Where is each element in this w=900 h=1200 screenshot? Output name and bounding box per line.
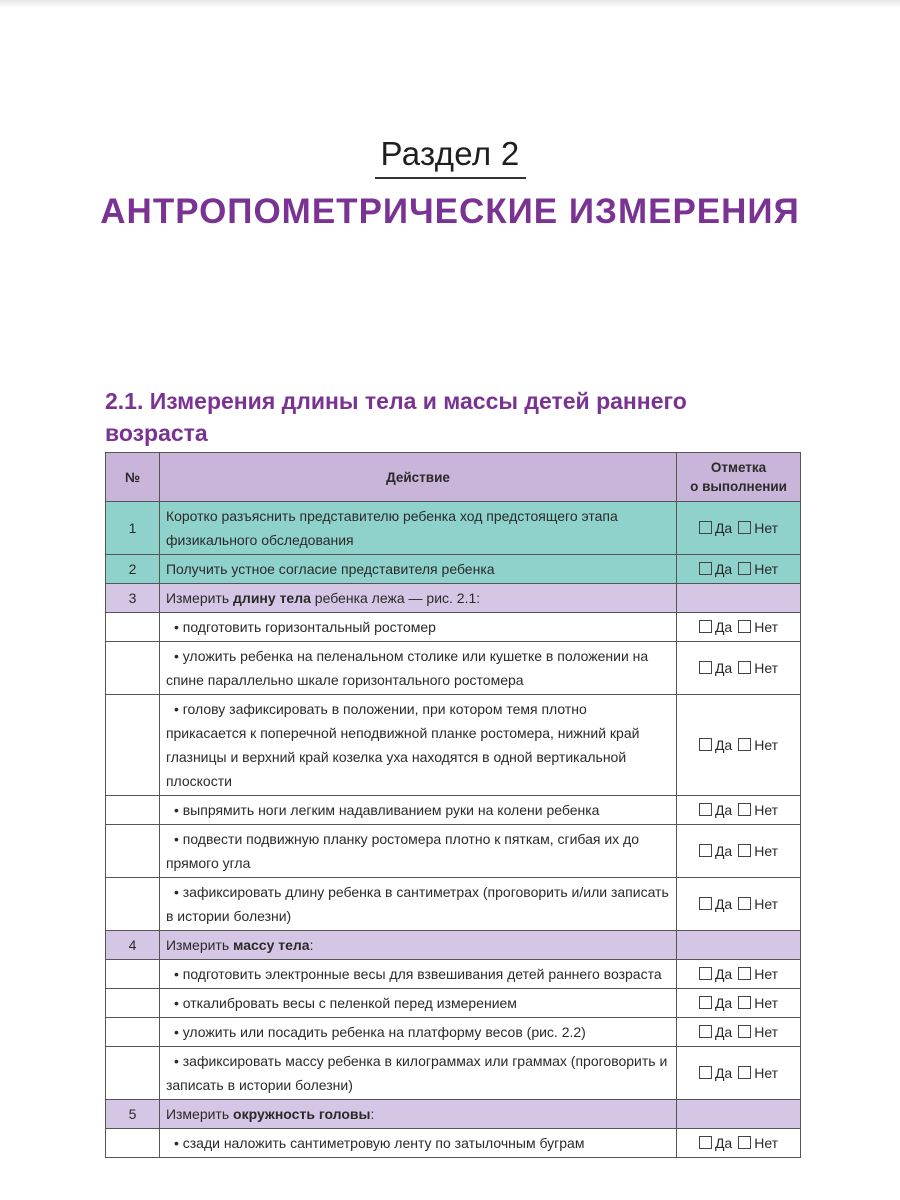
step-text-main: подготовить электронные весы для взвешивания детей раннего возраста xyxy=(182,966,662,982)
step-text-main: уложить или посадить ребенка на платформу весов (рис. 2.2) xyxy=(182,1024,586,1040)
no-label: Нет xyxy=(754,896,779,912)
no-label: Нет xyxy=(754,737,779,753)
row-completion-mark xyxy=(677,960,801,989)
row-number xyxy=(106,960,160,989)
row-action xyxy=(159,502,676,555)
table-row xyxy=(106,825,801,878)
row-action xyxy=(159,878,676,931)
bullet-step-text xyxy=(166,884,669,924)
yes-checkbox[interactable] xyxy=(699,738,712,751)
yes-checkbox[interactable] xyxy=(699,996,712,1009)
yes-label: Да xyxy=(714,802,733,818)
row-number xyxy=(106,825,160,878)
table-row xyxy=(106,1129,801,1158)
no-checkbox[interactable] xyxy=(738,620,751,633)
bullet-icon: • xyxy=(173,884,183,900)
row-number xyxy=(106,1047,160,1100)
bullet-step-text xyxy=(166,701,640,789)
row-action xyxy=(159,1047,676,1100)
step-text-main: подвести подвижную планку ростомера плотно к пяткам, сгибая их до прямого угла xyxy=(165,831,640,871)
bullet-step-text xyxy=(166,619,436,635)
table-row xyxy=(106,1047,801,1100)
row-action xyxy=(159,555,676,584)
row-action xyxy=(159,695,676,796)
bullet-icon: • xyxy=(173,966,183,982)
bullet-step-text xyxy=(166,995,517,1011)
table-row xyxy=(106,555,801,584)
procedure-checklist-table xyxy=(105,452,801,1158)
row-action xyxy=(159,960,676,989)
row-action xyxy=(159,931,676,960)
table-row xyxy=(106,878,801,931)
yes-label: Да xyxy=(714,995,733,1011)
step-text-main: сзади наложить сантиметровую ленту по затылочным буграм xyxy=(182,1135,585,1151)
yes-checkbox[interactable] xyxy=(699,521,712,534)
bullet-step-text xyxy=(166,1024,586,1040)
row-completion-mark xyxy=(677,584,801,613)
yes-label: Да xyxy=(714,896,733,912)
table-header-row xyxy=(106,453,801,502)
row-completion-mark xyxy=(677,502,801,555)
row-completion-mark xyxy=(677,1100,801,1129)
row-completion-mark xyxy=(677,989,801,1018)
step-text-main: Коротко разъяснить представителю ребенка ход предстоящего этапа физикального обследования xyxy=(165,508,618,548)
row-completion-mark xyxy=(677,1129,801,1158)
table-row xyxy=(106,502,801,555)
no-checkbox[interactable] xyxy=(738,803,751,816)
yes-checkbox[interactable] xyxy=(699,620,712,633)
no-label: Нет xyxy=(754,660,779,676)
bullet-step-text xyxy=(166,831,639,871)
yes-checkbox[interactable] xyxy=(699,562,712,575)
row-completion-mark xyxy=(677,1047,801,1100)
no-checkbox[interactable] xyxy=(738,661,751,674)
bullet-step-text xyxy=(166,648,648,688)
no-label: Нет xyxy=(754,1065,779,1081)
yes-label: Да xyxy=(714,737,733,753)
row-completion-mark xyxy=(677,825,801,878)
yes-checkbox[interactable] xyxy=(699,844,712,857)
yes-label: Да xyxy=(714,619,733,635)
header-mark-line2: о выполнении xyxy=(690,479,787,494)
table-row xyxy=(106,796,801,825)
step-text-main: зафиксировать длину ребенка в сантиметрах (проговорить и/или записать в истории болезни) xyxy=(165,884,669,924)
row-number: 5 xyxy=(106,1100,160,1129)
yes-label: Да xyxy=(714,561,733,577)
row-number xyxy=(106,796,160,825)
no-label: Нет xyxy=(754,802,779,818)
step-text xyxy=(166,561,495,577)
row-action xyxy=(159,613,676,642)
yes-label: Да xyxy=(714,1024,733,1040)
step-text-tail: : xyxy=(370,1106,375,1122)
no-checkbox[interactable] xyxy=(738,562,751,575)
yes-label: Да xyxy=(714,660,733,676)
no-label: Нет xyxy=(754,995,779,1011)
yes-checkbox[interactable] xyxy=(699,1025,712,1038)
no-checkbox[interactable] xyxy=(738,1066,751,1079)
bullet-icon: • xyxy=(173,1024,183,1040)
step-text xyxy=(166,590,480,606)
no-label: Нет xyxy=(754,966,779,982)
step-text-main: Получить устное согласие представителя ребенка xyxy=(165,561,495,577)
row-action xyxy=(159,796,676,825)
step-text-emphasis: массу тела xyxy=(233,937,310,953)
row-number xyxy=(106,878,160,931)
row-number xyxy=(106,989,160,1018)
row-number xyxy=(106,613,160,642)
yes-checkbox[interactable] xyxy=(699,803,712,816)
step-text-main: Измерить xyxy=(165,590,234,606)
table-row xyxy=(106,989,801,1018)
section-label xyxy=(0,135,900,179)
row-completion-mark xyxy=(677,642,801,695)
bullet-icon: • xyxy=(173,995,183,1011)
row-number: 4 xyxy=(106,931,160,960)
header-num: № xyxy=(106,453,160,502)
no-checkbox[interactable] xyxy=(738,1136,751,1149)
row-completion-mark xyxy=(677,878,801,931)
row-action xyxy=(159,1018,676,1047)
table-row xyxy=(106,960,801,989)
step-text xyxy=(166,508,618,548)
yes-label: Да xyxy=(714,966,733,982)
bullet-step-text xyxy=(166,1053,667,1093)
yes-label: Да xyxy=(714,520,733,536)
step-text-tail: ребенка лежа — рис. 2.1: xyxy=(310,590,481,606)
row-number xyxy=(106,1018,160,1047)
row-number xyxy=(106,642,160,695)
bullet-icon: • xyxy=(173,701,183,717)
step-text-tail: : xyxy=(309,937,314,953)
row-completion-mark xyxy=(677,1018,801,1047)
row-action xyxy=(159,1129,676,1158)
step-text xyxy=(166,937,314,953)
row-completion-mark xyxy=(677,613,801,642)
header-mark-line1: Отметка xyxy=(710,460,767,475)
yes-label: Да xyxy=(714,843,733,859)
yes-checkbox[interactable] xyxy=(699,661,712,674)
bullet-step-text xyxy=(166,802,600,818)
step-text-main: откалибровать весы с пеленкой перед измерением xyxy=(182,995,517,1011)
row-completion-mark xyxy=(677,555,801,584)
no-label: Нет xyxy=(754,843,779,859)
table-row xyxy=(106,1018,801,1047)
page-top-edge xyxy=(0,0,900,8)
step-text-main: голову зафиксировать в положении, при котором темя плотно прикасается к поперечной неподвижной планке ростомера, нижний край глазницы и верхний край козелка уха находятся в одной вертикальной плоскости xyxy=(165,701,640,789)
row-completion-mark xyxy=(677,931,801,960)
header-action: Действие xyxy=(159,453,676,502)
table-row xyxy=(106,931,801,960)
step-text xyxy=(166,1106,374,1122)
no-checkbox[interactable] xyxy=(738,738,751,751)
no-checkbox[interactable] xyxy=(738,996,751,1009)
row-action xyxy=(159,642,676,695)
no-label: Нет xyxy=(754,561,779,577)
step-text-main: зафиксировать массу ребенка в килограммах или граммах (проговорить и записать в истории болезни) xyxy=(165,1053,668,1093)
bullet-step-text xyxy=(166,1135,585,1151)
row-completion-mark xyxy=(677,796,801,825)
no-label: Нет xyxy=(754,619,779,635)
row-number: 2 xyxy=(106,555,160,584)
row-action xyxy=(159,1100,676,1129)
section-title: АНТРОПОМЕТРИЧЕСКИЕ ИЗМЕРЕНИЯ xyxy=(100,192,800,231)
row-number: 3 xyxy=(106,584,160,613)
table-body xyxy=(106,502,801,1158)
step-text-main: Измерить xyxy=(165,937,234,953)
step-text-main: уложить ребенка на пеленальном столике или кушетке в положении на спине параллельно шкале горизонтального ростомера xyxy=(165,648,649,688)
no-checkbox[interactable] xyxy=(738,897,751,910)
yes-checkbox[interactable] xyxy=(699,967,712,980)
bullet-icon: • xyxy=(173,648,183,664)
row-action xyxy=(159,584,676,613)
bullet-icon: • xyxy=(173,831,183,847)
step-text-main: выпрямить ноги легким надавливанием руки на колени ребенка xyxy=(182,802,600,818)
section-label-text: Раздел 2 xyxy=(375,135,526,179)
yes-checkbox[interactable] xyxy=(699,1066,712,1079)
no-label: Нет xyxy=(754,1024,779,1040)
table-row xyxy=(106,695,801,796)
step-text-main: подготовить горизонтальный ростомер xyxy=(182,619,436,635)
bullet-icon: • xyxy=(173,1135,183,1151)
no-label: Нет xyxy=(754,520,779,536)
bullet-icon: • xyxy=(173,619,183,635)
row-completion-mark xyxy=(677,695,801,796)
no-checkbox[interactable] xyxy=(738,967,751,980)
row-action xyxy=(159,989,676,1018)
no-label: Нет xyxy=(754,1135,779,1151)
subsection-title: 2.1. Измерения длины тела и массы детей раннего возраста xyxy=(105,388,687,446)
no-checkbox[interactable] xyxy=(738,521,751,534)
bullet-icon: • xyxy=(173,802,183,818)
row-action xyxy=(159,825,676,878)
table-row xyxy=(106,584,801,613)
yes-label: Да xyxy=(714,1065,733,1081)
row-number xyxy=(106,695,160,796)
no-checkbox[interactable] xyxy=(738,1025,751,1038)
yes-label: Да xyxy=(714,1135,733,1151)
yes-checkbox[interactable] xyxy=(699,897,712,910)
yes-checkbox[interactable] xyxy=(699,1136,712,1149)
row-number: 1 xyxy=(106,502,160,555)
step-text-emphasis: окружность головы xyxy=(233,1106,371,1122)
no-checkbox[interactable] xyxy=(738,844,751,857)
step-text-emphasis: длину тела xyxy=(233,590,311,606)
table-row xyxy=(106,1100,801,1129)
bullet-step-text xyxy=(166,966,662,982)
header-mark xyxy=(677,453,801,502)
bullet-icon: • xyxy=(173,1053,183,1069)
step-text-main: Измерить xyxy=(165,1106,234,1122)
table-row xyxy=(106,613,801,642)
table-row xyxy=(106,642,801,695)
row-number xyxy=(106,1129,160,1158)
